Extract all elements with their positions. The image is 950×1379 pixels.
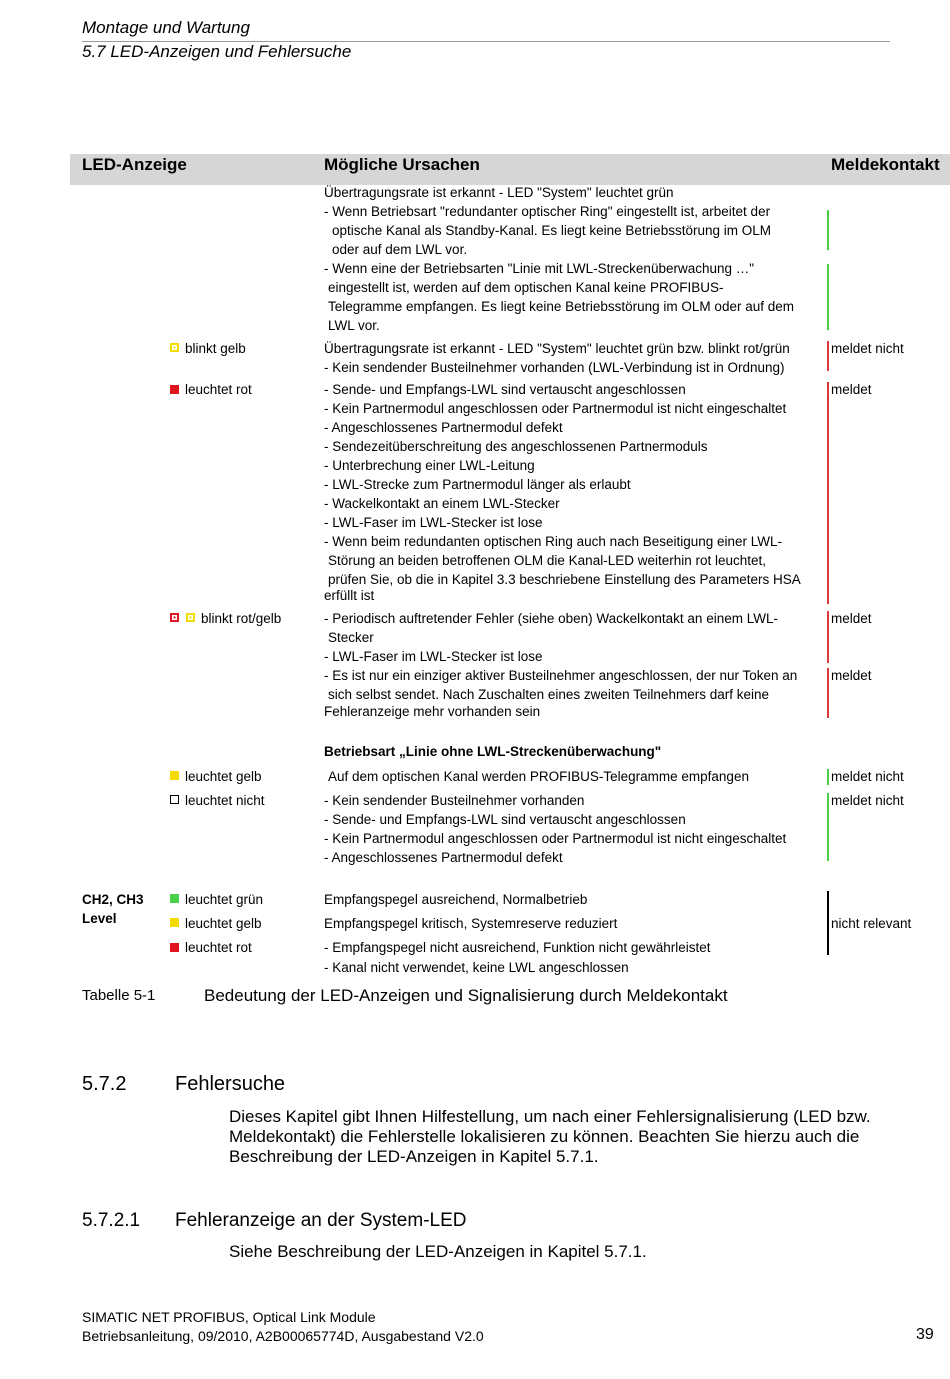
subsection-paragraph: Siehe Beschreibung der LED-Anzeigen in Kapitel 5.7.1. xyxy=(229,1242,647,1261)
cause-line: Empfangspegel ausreichend, Normalbetrieb xyxy=(324,892,588,907)
contact-indicator-red xyxy=(827,668,829,718)
cause-line: Stecker xyxy=(328,630,374,645)
contact-value: meldet nicht xyxy=(831,769,904,784)
contact-indicator-green xyxy=(827,769,829,785)
contact-indicator-green xyxy=(827,793,829,861)
cause-line: - Empfangspegel nicht ausreichend, Funktion nicht gewährleistet xyxy=(324,940,711,955)
cause-line: - Sendezeitüberschreitung des angeschlossenen Partnermoduls xyxy=(324,439,708,454)
cause-line: - Sende- und Empfangs-LWL sind vertauscht angeschlossen xyxy=(324,812,686,827)
cause-line: Telegramme empfangen. Es liegt keine Betriebsstörung im OLM oder auf dem xyxy=(328,299,794,314)
table-caption-label: Tabelle 5-1 xyxy=(82,987,156,1004)
led-state-label: leuchtet rot xyxy=(185,940,252,955)
cause-line: Fehleranzeige mehr vorhanden sein xyxy=(324,704,541,719)
cause-line: prüfen Sie, ob die in Kapitel 3.3 beschriebene Einstellung des Parameters HSA xyxy=(328,572,801,587)
led-state-label: leuchtet nicht xyxy=(185,793,265,808)
section-paragraph-line: Meldekontakt) die Fehlerstelle lokalisieren zu können. Beachten Sie hierzu auch die xyxy=(229,1127,860,1146)
led-yellow-icon xyxy=(170,771,179,780)
cause-line: - Kein sendender Busteilnehmer vorhanden (LWL-Verbindung ist in Ordnung) xyxy=(324,360,785,375)
footer-document: Betriebsanleitung, 09/2010, A2B00065774D, Ausgabestand V2.0 xyxy=(82,1328,484,1344)
subsection-title: Fehleranzeige an der System-LED xyxy=(175,1210,467,1231)
contact-value: meldet nicht xyxy=(831,793,904,808)
section-paragraph-line: Beschreibung der LED-Anzeigen in Kapitel 5.7.1. xyxy=(229,1147,599,1166)
contact-indicator-green xyxy=(827,210,829,250)
contact-value: nicht relevant xyxy=(831,916,912,931)
section-paragraph-line: Dieses Kapitel gibt Ihnen Hilfestellung, um nach einer Fehlersignalisierung (LED bzw. xyxy=(229,1107,871,1126)
cause-line: - Wenn eine der Betriebsarten "Linie mit LWL-Streckenüberwachung …" xyxy=(324,261,755,276)
led-yellow-icon xyxy=(170,918,179,927)
col-header-causes: Mögliche Ursachen xyxy=(324,155,480,174)
subsection-number: 5.7.2.1 xyxy=(82,1210,141,1231)
led-red-icon xyxy=(170,385,179,394)
cause-line: - Wenn beim redundanten optischen Ring auch nach Beseitigung einer LWL- xyxy=(324,534,783,549)
cause-line: - Kein Partnermodul angeschlossen oder Partnermodul ist nicht eingeschaltet xyxy=(324,831,787,846)
table-caption-text: Bedeutung der LED-Anzeigen und Signalisierung durch Meldekontakt xyxy=(204,986,728,1005)
footer-product: SIMATIC NET PROFIBUS, Optical Link Module xyxy=(82,1309,376,1325)
cause-line: - LWL-Faser im LWL-Stecker ist lose xyxy=(324,515,543,530)
led-green-icon xyxy=(170,894,179,903)
led-state-label: leuchtet gelb xyxy=(185,916,262,931)
mode-subheading: Betriebsart „Linie ohne LWL-Streckenüberwachung" xyxy=(324,744,662,759)
page-number: 39 xyxy=(916,1326,934,1343)
contact-value: meldet xyxy=(831,382,872,397)
contact-value: meldet xyxy=(831,668,872,683)
running-header-section: 5.7 LED-Anzeigen und Fehlersuche xyxy=(82,42,352,61)
cause-line: - Wackelkontakt an einem LWL-Stecker xyxy=(324,496,560,511)
contact-indicator-red xyxy=(827,341,829,371)
section-title: Fehlersuche xyxy=(175,1073,286,1095)
cause-line: Empfangspegel kritisch, Systemreserve reduziert xyxy=(324,916,618,931)
cause-line: erfüllt ist xyxy=(324,588,375,603)
col-header-led: LED-Anzeige xyxy=(82,155,187,174)
cause-line: LWL vor. xyxy=(328,318,380,333)
level-label: Level xyxy=(82,911,117,926)
contact-indicator-green xyxy=(827,264,829,330)
cause-line: Übertragungsrate ist erkannt - LED "System" leuchtet grün bzw. blinkt rot/grün xyxy=(324,341,790,356)
contact-value: meldet nicht xyxy=(831,341,904,356)
cause-line: - Periodisch auftretender Fehler (siehe oben) Wackelkontakt an einem LWL- xyxy=(324,611,778,626)
led-state-label: blinkt gelb xyxy=(185,341,246,356)
level-channel-label: CH2, CH3 xyxy=(82,892,144,907)
led-off-icon xyxy=(170,795,179,804)
cause-line: sich selbst sendet. Nach Zuschalten eines zweiten Teilnehmers darf keine xyxy=(328,687,769,702)
cause-line: - Kanal nicht verwendet, keine LWL angeschlossen xyxy=(324,960,629,975)
contact-value: meldet xyxy=(831,611,872,626)
led-yellow-blink-icon xyxy=(186,613,195,622)
led-yellow-blink-icon xyxy=(170,343,179,352)
cause-line: Übertragungsrate ist erkannt - LED "System" leuchtet grün xyxy=(324,185,674,200)
cause-line: Auf dem optischen Kanal werden PROFIBUS-Telegramme empfangen xyxy=(328,769,749,784)
cause-line: - Es ist nur ein einziger aktiver Busteilnehmer angeschlossen, der nur Token an xyxy=(324,668,798,683)
cause-line: oder auf dem LWL vor. xyxy=(332,242,468,257)
col-header-contact: Meldekontakt xyxy=(831,155,940,174)
cause-line: - Wenn Betriebsart "redundanter optischer Ring" eingestellt ist, arbeitet der xyxy=(324,204,771,219)
header-rule xyxy=(82,41,890,42)
led-state-label: leuchtet gelb xyxy=(185,769,262,784)
led-state-label: blinkt rot/gelb xyxy=(201,611,282,626)
led-state-label: leuchtet grün xyxy=(185,892,264,907)
table-header-band xyxy=(70,154,950,185)
led-red-icon xyxy=(170,943,179,952)
led-state-label: leuchtet rot xyxy=(185,382,252,397)
cause-line: - Kein Partnermodul angeschlossen oder Partnermodul ist nicht eingeschaltet xyxy=(324,401,787,416)
cause-line: eingestellt ist, werden auf dem optischen Kanal keine PROFIBUS- xyxy=(328,280,724,295)
cause-line: - Unterbrechung einer LWL-Leitung xyxy=(324,458,535,473)
cause-line: - Sende- und Empfangs-LWL sind vertauscht angeschlossen xyxy=(324,382,686,397)
cause-line: - Angeschlossenes Partnermodul defekt xyxy=(324,850,563,865)
contact-indicator-neutral xyxy=(827,891,829,955)
led-red-blink-icon xyxy=(170,613,179,622)
running-header-chapter: Montage und Wartung xyxy=(82,18,250,37)
section-number: 5.7.2 xyxy=(82,1073,127,1095)
cause-line: - Angeschlossenes Partnermodul defekt xyxy=(324,420,563,435)
contact-indicator-red xyxy=(827,382,829,604)
cause-line: Störung an beiden betroffenen OLM die Kanal-LED weiterhin rot leuchtet, xyxy=(328,553,767,568)
cause-line: - Kein sendender Busteilnehmer vorhanden xyxy=(324,793,585,808)
cause-line: - LWL-Faser im LWL-Stecker ist lose xyxy=(324,649,543,664)
contact-indicator-red xyxy=(827,611,829,663)
cause-line: - LWL-Strecke zum Partnermodul länger als erlaubt xyxy=(324,477,631,492)
cause-line: optische Kanal als Standby-Kanal. Es liegt keine Betriebsstörung im OLM xyxy=(332,223,771,238)
